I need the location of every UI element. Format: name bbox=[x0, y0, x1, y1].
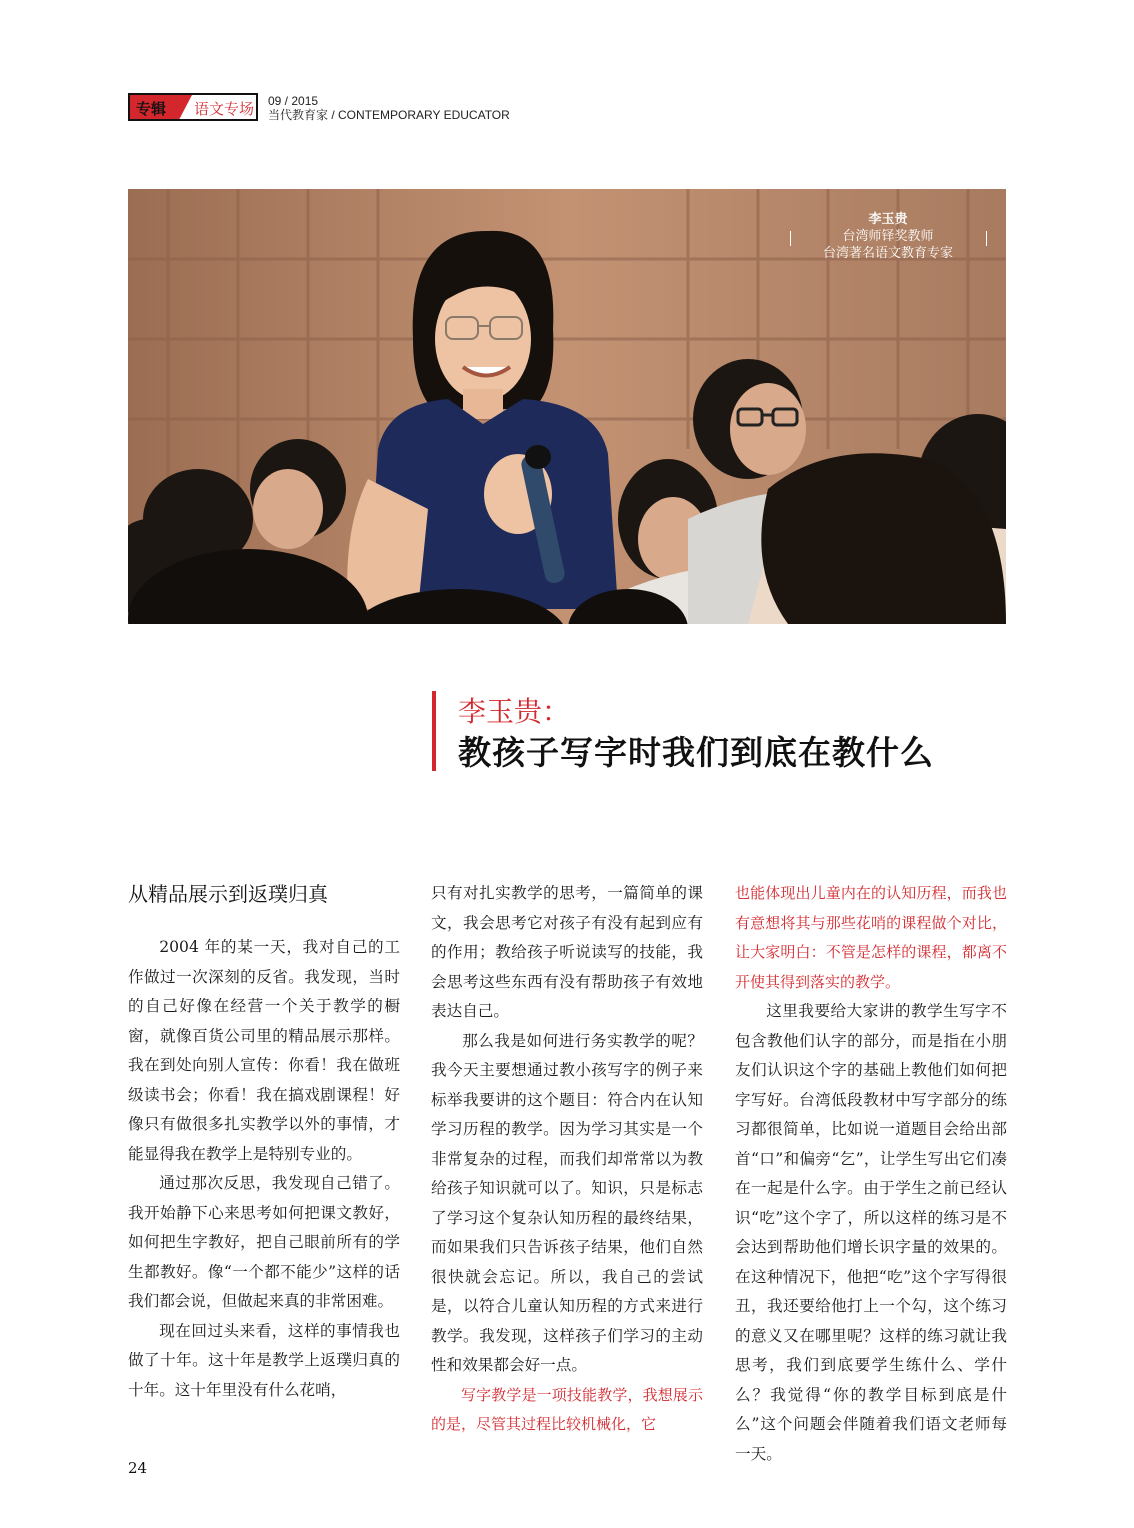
paragraph: 这里我要给大家讲的教学生写字不包含教他们认字的部分，而是指在小朋友们认识这个字的基础上教他们如何把字写好。台湾低段教材中写字部分的练习都很简单，比如说一道题目会给出部首“口”和偏旁“乞”，让学生写出它们凑在一起是什么字。由于学生之前已经认识“吃”这个字了，所以这样的练习是不会达到帮助他们增长识字量的效果的。在这种情况下，他把“吃”这个字写得很丑，我还要给他打上一个勾，这个练习的意义又在哪里呢？这样的练习就让我思考，我们到底要学生练什么、学什么？我觉得“你的教学目标到底是什么”这个问题会伴随着我们语文老师每一天。 bbox=[735, 1002, 1007, 1463]
article-title-main: 教孩子写字时我们到底在教什么 bbox=[458, 733, 934, 772]
issue-number: 09 / 2015 bbox=[268, 94, 319, 108]
page-number: 24 bbox=[128, 1459, 148, 1477]
feature-photo bbox=[128, 189, 1006, 624]
photo-caption bbox=[788, 211, 988, 262]
caption-line-2: 台湾著名语文教育专家 bbox=[822, 246, 953, 261]
caption-name: 李玉贵 bbox=[868, 212, 908, 227]
column-label: 语文专场 bbox=[194, 100, 255, 118]
section-label: 专辑 bbox=[136, 100, 167, 118]
highlight-paragraph: 也能体现出儿童内在的认知历程，而我也有意想将其与那些花哨的课程做个对比，让大家明白：不管是怎样的课程，都离不开使其得到落实的教学。 bbox=[735, 884, 1007, 991]
title-accent-bar bbox=[432, 691, 436, 771]
paragraph: 那么我是如何进行务实教学的呢？我今天主要想通过教小孩写字的例子来标举我要讲的这个题目：符合内在认知学习历程的教学。因为学习其实是一个非常复杂的过程，而我们却常常以为教给孩子知识就可以了。知识，只是标志了学习这个复杂认知历程的最终结果，而如果我们只告诉孩子结果，他们自然很快就会忘记。所以，我自己的尝试是，以符合儿童认知历程的方式来进行教学。我发现，这样孩子们学习的主动性和效果都会好一点。 bbox=[431, 1031, 703, 1374]
section-tag bbox=[128, 93, 258, 121]
article-column-2 bbox=[431, 879, 703, 1440]
article-title-name: 李玉贵： bbox=[458, 695, 571, 728]
caption-line-1: 台湾师铎奖教师 bbox=[842, 229, 934, 244]
paragraph: 现在回过头来看，这样的事情我也做了十年。这十年是教学上返璞归真的十年。这十年里没有什么花哨， bbox=[128, 1321, 400, 1399]
article-column-3 bbox=[735, 879, 1007, 1469]
publication-name: 当代教育家 / CONTEMPORARY EDUCATOR bbox=[268, 108, 510, 122]
paragraph: 只有对扎实教学的思考，一篇简单的课文，我会思考它对孩子有没有起到应有的作用；教给孩子听说读写的技能，我会思考这些东西有没有帮助孩子有效地表达自己。 bbox=[431, 884, 703, 1020]
article-column-1 bbox=[128, 879, 400, 1405]
paragraph: 2004 年的某一天，我对自己的工作做过一次深刻的反省。我发现，当时的自己好像在经营一个关于教学的橱窗，就像百货公司里的精品展示那样。我在到处向别人宣传：你看！我在做班级读书会；你看！我在搞戏剧课程！好像只有做很多扎实教学以外的事情，才能显得我在教学上是特别专业的。 bbox=[128, 938, 400, 1163]
highlight-paragraph: 写字教学是一项技能教学，我想展示的是，尽管其过程比较机械化，它 bbox=[431, 1385, 703, 1433]
section-heading: 从精品展示到返璞归真 bbox=[128, 882, 328, 906]
issue-info bbox=[268, 94, 510, 122]
paragraph: 通过那次反思，我发现自己错了。我开始静下心来思考如何把课文教好，如何把生字教好，把自己眼前所有的学生都教好。像“一个都不能少”这样的话我们都会说，但做起来真的非常困难。 bbox=[128, 1174, 400, 1310]
